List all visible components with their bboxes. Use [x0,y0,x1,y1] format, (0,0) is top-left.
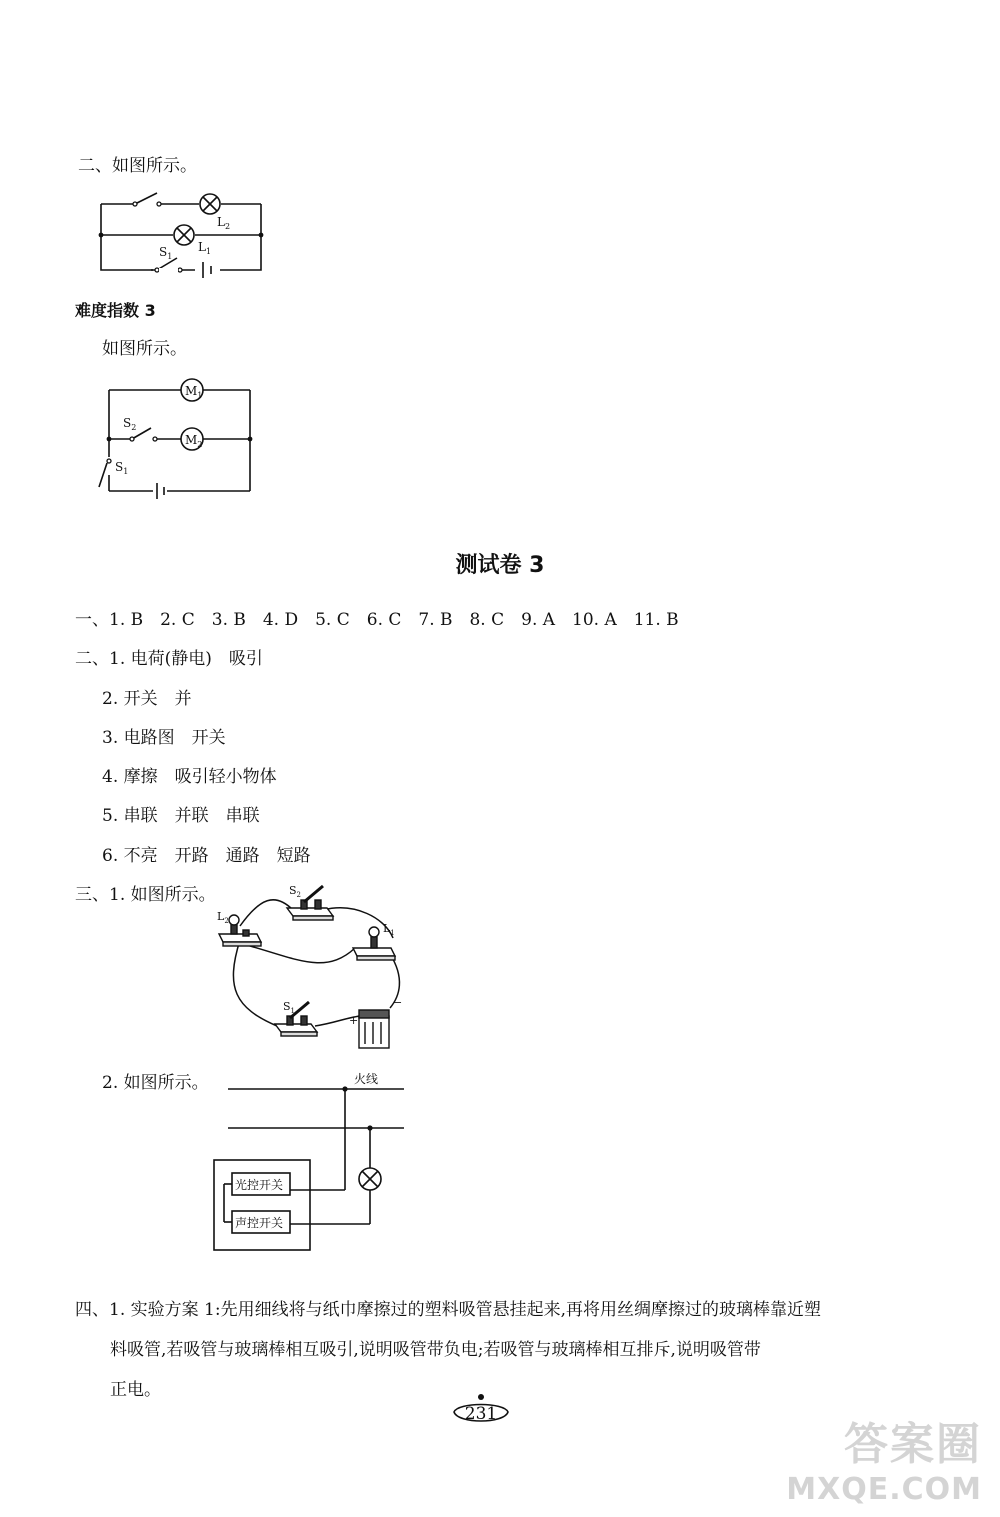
label-S1-sub: 1 [167,252,173,261]
label-L1: L [198,240,206,254]
light-switch-label: 光控开关 [235,1178,284,1192]
difficulty-answer-line: 如图所示。 [102,339,187,359]
fill-answer-5: 5. 串联 并联 串联 [102,806,260,826]
section-4-line-2: 料吸管,若吸管与玻璃棒相互吸引,说明吸管带负电;若吸管与玻璃棒相互排斥,说明吸管带 [110,1340,761,1360]
svg-text:S2 [289,884,301,899]
circuit-figure-2 [95,375,260,505]
label-L1-sub: 1 [205,247,212,256]
svg-text:L2 [217,215,230,231]
svg-text:S1 [159,245,172,261]
fill-answer-3: 3. 电路图 开关 [102,728,226,748]
label-M1-sub: 1 [197,391,203,400]
section-2-line: 二、如图所示。 [78,156,197,176]
svg-text:S1 [283,1000,295,1015]
live-wire-label: 火线 [354,1072,379,1086]
battery-minus: − [393,996,403,1009]
label-M2: M [185,433,198,447]
label-M1: M [185,384,198,398]
label-L2: L [217,910,225,923]
multiple-choice-answers: 一、1. B 2. C 3. B 4. D 5. C 6. C 7. B 8. C 9. A 10. A 11. B [75,610,679,630]
watermark-top: 答案圈 [844,1419,982,1470]
svg-text:L1 [383,922,395,937]
fill-answer-4: 4. 摩擦 吸引轻小物体 [102,767,277,787]
fill-answer-1: 二、1. 电荷(静电) 吸引 [75,649,263,669]
page-number: 231 [464,1404,498,1424]
label-S1: S [115,460,124,474]
label-S1: S [159,245,168,259]
label-S2-sub: 2 [131,423,137,432]
wiring-figure-3 [205,878,415,1058]
section-3-q1: 三、1. 如图所示。 [75,885,216,905]
label-L2: L [217,215,225,229]
label-L2-sub: 2 [224,917,229,925]
label-S1-sub: 1 [123,467,129,476]
wiring-figure-4 [208,1072,408,1257]
label-L1: L [383,922,391,935]
label-L2-sub: 2 [224,222,231,231]
svg-text:L2 [217,910,229,925]
label-L1-sub: 1 [390,929,395,937]
section-4-line-1: 四、1. 实验方案 1:先用细线将与纸巾摩擦过的塑料吸管悬挂起来,再将用丝绸摩擦过的玻璃棒靠近塑 [75,1300,821,1320]
sound-switch-label: 声控开关 [235,1216,284,1230]
fill-answer-6: 6. 不亮 开路 通路 短路 [102,846,311,866]
label-M2-sub: 2 [197,440,203,449]
watermark-logo [786,1408,982,1507]
difficulty-heading: 难度指数 3 [75,301,156,320]
svg-text:S1 [115,460,128,476]
fill-answer-2: 2. 开关 并 [102,689,192,709]
label-S2-sub: 2 [296,891,302,899]
section-4-line-3: 正电。 [110,1380,161,1400]
battery-plus: + [349,1014,359,1027]
label-S1-sub: 1 [290,1007,296,1015]
svg-text:S2 [123,416,136,432]
test-title: 测试卷 3 [455,553,545,578]
page-number-badge [448,1392,514,1432]
circuit-figure-1 [95,188,270,283]
label-S2: S [123,416,132,430]
label-S1: S [283,1000,291,1013]
svg-text:L1 [198,240,211,256]
label-S2: S [289,884,297,897]
section-3-q2: 2. 如图所示。 [102,1073,209,1093]
watermark-bottom: MXQE.COM [786,1472,982,1507]
